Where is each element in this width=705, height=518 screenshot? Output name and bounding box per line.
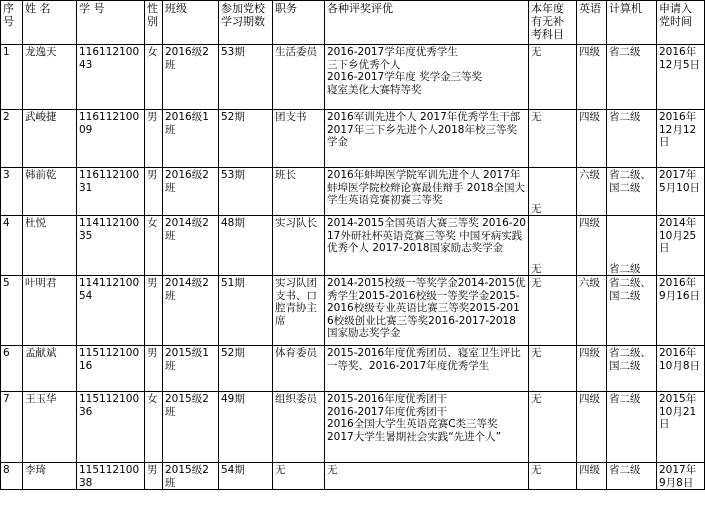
awards: 无 [325,463,529,490]
student-id: 11611210009 [77,110,145,168]
party-school-term: 52期 [219,346,273,392]
application-date: 2014年10月25日 [657,216,705,276]
row-number: 4 [1,216,23,276]
header-cell: 英语 [577,1,607,45]
header-cell: 计算机 [607,1,657,45]
awards: 2015-2016年度优秀团员、寝室卫生评比一等奖、2016-2017年度优秀学生 [325,346,529,392]
header-cell: 各种评奖评优 [325,1,529,45]
english-level: 四级 [577,346,607,392]
header-cell: 序号 [1,1,23,45]
table-row [1,216,705,276]
class: 2014级2班 [163,216,219,276]
makeup-exam: 无 [529,276,577,346]
row-number: 8 [1,463,23,490]
awards: 2014-2015校级一等奖学金2014-2015优秀学生2015-2016校级一等奖学金2015-2016校级专业英语比赛三等奖2015-2016校级创业比赛三等奖2016-2017-2018国家励志奖学金 [325,276,529,346]
makeup-exam: 无 [529,45,577,110]
computer-level: 省二级 [607,392,657,463]
party-school-term: 49期 [219,392,273,463]
header-cell: 参加党校学习期数 [219,1,273,45]
table-row [1,110,705,168]
header-cell: 姓 名 [23,1,77,45]
computer-level: 省二级 [607,463,657,490]
student-id: 11411210054 [77,276,145,346]
makeup-exam: 无 [529,216,577,276]
class: 2015级2班 [163,392,219,463]
makeup-exam: 无 [529,110,577,168]
student-name: 李琦 [23,463,77,490]
table-row [1,392,705,463]
gender: 男 [145,110,163,168]
english-level: 四级 [577,45,607,110]
post: 实习队团支书、口腔青协主席 [273,276,325,346]
english-level: 四级 [577,216,607,276]
header-cell: 职务 [273,1,325,45]
english-level: 四级 [577,110,607,168]
row-number: 5 [1,276,23,346]
student-id: 11511210016 [77,346,145,392]
student-id: 11511210038 [77,463,145,490]
makeup-exam: 无 [529,463,577,490]
class: 2015级2班 [163,463,219,490]
row-number: 1 [1,45,23,110]
party-school-term: 53期 [219,45,273,110]
table-row [1,346,705,392]
class: 2016级2班 [163,45,219,110]
row-number: 2 [1,110,23,168]
header-cell: 本年度有无补考科目 [529,1,577,45]
computer-level: 省二级 [607,110,657,168]
application-date: 2016年10月8日 [657,346,705,392]
gender: 男 [145,276,163,346]
class: 2016级2班 [163,168,219,216]
table-row [1,276,705,346]
row-number: 7 [1,392,23,463]
header-cell: 学 号 [77,1,145,45]
student-id: 11611210043 [77,45,145,110]
computer-level: 省二级、国二级 [607,168,657,216]
awards: 2016年蚌埠医学院军训先进个人 2017年蚌埠医学院校辩论赛最佳辩手 2018全国大学生英语竞赛初赛三等奖 [325,168,529,216]
student-name: 杜悦 [23,216,77,276]
party-school-term: 53期 [219,168,273,216]
english-level: 六级 [577,276,607,346]
row-number: 6 [1,346,23,392]
header-row [1,1,705,45]
application-date: 2015年10月21日 [657,392,705,463]
english-level: 四级 [577,392,607,463]
post: 生活委员 [273,45,325,110]
student-id: 11411210035 [77,216,145,276]
table-row [1,168,705,216]
header-cell: 性别 [145,1,163,45]
header-cell: 申请入党时间 [657,1,705,45]
post: 班长 [273,168,325,216]
student-name: 孟献斌 [23,346,77,392]
table-row [1,45,705,110]
computer-level: 省二级 [607,45,657,110]
student-name: 龙逸天 [23,45,77,110]
application-date: 2016年12月12日 [657,110,705,168]
application-date: 2017年5月10日 [657,168,705,216]
party-school-term: 48期 [219,216,273,276]
awards: 2015-2016年度优秀团干 2016-2017年度优秀团干 2016全国大学生英语竞赛C类三等奖 2017大学生暑期社会实践“先进个人” [325,392,529,463]
post: 团支书 [273,110,325,168]
computer-level: 省二级 [607,216,657,276]
student-name: 王玉华 [23,392,77,463]
row-number: 3 [1,168,23,216]
english-level: 四级 [577,463,607,490]
party-school-term: 54期 [219,463,273,490]
gender: 男 [145,346,163,392]
party-school-term: 51期 [219,276,273,346]
gender: 女 [145,216,163,276]
awards: 2016-2017学年度优秀学生 三下乡优秀个人 2016-2017学年度 奖学金三等奖 寝室美化大赛特等奖 [325,45,529,110]
gender: 女 [145,392,163,463]
application-date: 2016年12月5日 [657,45,705,110]
application-date: 2017年9月8日 [657,463,705,490]
post: 实习队长 [273,216,325,276]
makeup-exam: 无 [529,168,577,216]
header-cell: 班级 [163,1,219,45]
english-level: 六级 [577,168,607,216]
student-name: 武峻捷 [23,110,77,168]
class: 2015级1班 [163,346,219,392]
gender: 女 [145,45,163,110]
post: 无 [273,463,325,490]
student-id: 11611210031 [77,168,145,216]
makeup-exam: 无 [529,392,577,463]
gender: 男 [145,168,163,216]
class: 2014级2班 [163,276,219,346]
gender: 男 [145,463,163,490]
awards: 2014-2015全国英语大赛三等奖 2016-2017外研社杯英语竞赛三等奖 中国牙病实践优秀个人 2017-2018国家励志奖学金 [325,216,529,276]
computer-level: 省二级、国二级 [607,276,657,346]
computer-level: 省二级、国二级 [607,346,657,392]
class: 2016级1班 [163,110,219,168]
student-id: 11511210036 [77,392,145,463]
awards: 2016军训先进个人 2017年优秀学生干部 2017年三下乡先进个人2018年校三等奖学金 [325,110,529,168]
makeup-exam: 无 [529,346,577,392]
table-row [1,463,705,490]
post: 组织委员 [273,392,325,463]
post: 体育委员 [273,346,325,392]
party-school-term: 52期 [219,110,273,168]
application-date: 2016年9月16日 [657,276,705,346]
student-name: 叶明君 [23,276,77,346]
student-name: 韩前乾 [23,168,77,216]
